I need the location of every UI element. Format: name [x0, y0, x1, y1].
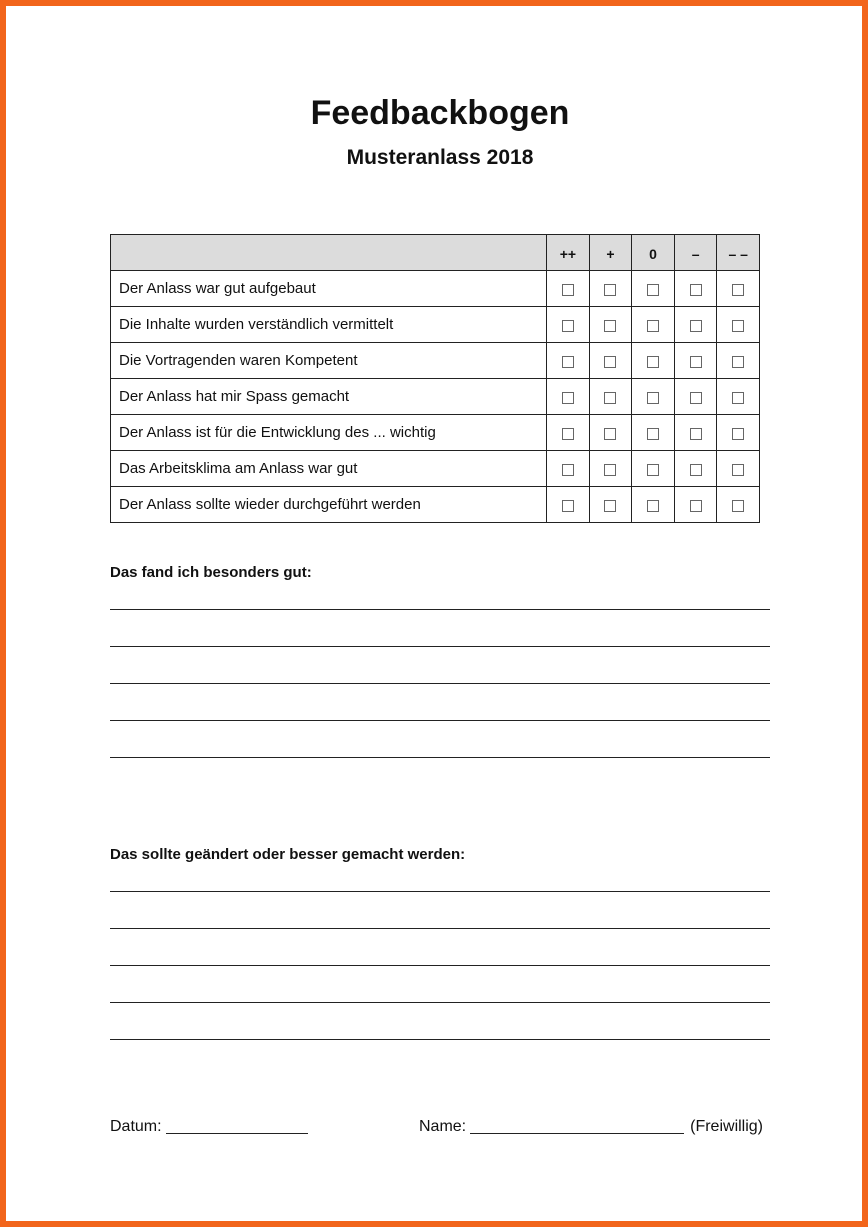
improvement-feedback-label: Das sollte geändert oder besser gemacht werden:	[110, 846, 466, 863]
empty-checkbox-icon[interactable]	[604, 428, 616, 440]
empty-checkbox-icon[interactable]	[690, 500, 702, 512]
positive-feedback-line[interactable]	[110, 609, 770, 610]
empty-checkbox-icon[interactable]	[690, 428, 702, 440]
statement-text: Das Arbeitsklima am Anlass war gut	[111, 451, 547, 487]
empty-checkbox-icon[interactable]	[732, 428, 744, 440]
empty-checkbox-icon[interactable]	[732, 392, 744, 404]
rating-row	[111, 379, 760, 415]
positive-feedback-label: Das fand ich besonders gut:	[110, 564, 312, 581]
empty-checkbox-icon[interactable]	[562, 284, 574, 296]
rating-row	[111, 271, 760, 307]
empty-checkbox-icon[interactable]	[647, 500, 659, 512]
empty-checkbox-icon[interactable]	[562, 320, 574, 332]
statement-text: Die Vortragenden waren Kompetent	[111, 343, 547, 379]
name-input-line[interactable]	[470, 1119, 684, 1134]
empty-checkbox-icon[interactable]	[647, 284, 659, 296]
scale-header-very-bad: – –	[717, 235, 760, 271]
rating-row	[111, 487, 760, 523]
empty-checkbox-icon[interactable]	[690, 284, 702, 296]
statement-text: Der Anlass ist für die Entwicklung des ... wichtig	[111, 415, 547, 451]
statement-text: Die Inhalte wurden verständlich vermittelt	[111, 307, 547, 343]
empty-checkbox-icon[interactable]	[647, 428, 659, 440]
empty-checkbox-icon[interactable]	[604, 356, 616, 368]
empty-checkbox-icon[interactable]	[604, 392, 616, 404]
optional-note: (Freiwillig)	[690, 1118, 764, 1135]
empty-checkbox-icon[interactable]	[604, 320, 616, 332]
empty-checkbox-icon[interactable]	[690, 392, 702, 404]
scale-header-bad: –	[674, 235, 717, 271]
rating-row	[111, 415, 760, 451]
empty-checkbox-icon[interactable]	[647, 464, 659, 476]
name-field	[419, 1118, 763, 1136]
positive-feedback-line[interactable]	[110, 720, 770, 721]
scale-header-neutral: 0	[632, 235, 675, 271]
date-label: Datum:	[110, 1118, 162, 1135]
improvement-feedback-line[interactable]	[110, 965, 770, 966]
statement-text: Der Anlass hat mir Spass gemacht	[111, 379, 547, 415]
empty-checkbox-icon[interactable]	[690, 464, 702, 476]
empty-checkbox-icon[interactable]	[604, 500, 616, 512]
statement-header-cell	[111, 235, 547, 271]
empty-checkbox-icon[interactable]	[647, 320, 659, 332]
rating-header-row	[111, 235, 760, 271]
empty-checkbox-icon[interactable]	[647, 356, 659, 368]
empty-checkbox-icon[interactable]	[562, 428, 574, 440]
rating-table	[110, 234, 760, 523]
date-field	[110, 1118, 308, 1136]
improvement-feedback-line[interactable]	[110, 928, 770, 929]
improvement-feedback-line[interactable]	[110, 1039, 770, 1040]
rating-row	[111, 451, 760, 487]
scale-header-good: +	[589, 235, 632, 271]
empty-checkbox-icon[interactable]	[732, 284, 744, 296]
empty-checkbox-icon[interactable]	[690, 356, 702, 368]
empty-checkbox-icon[interactable]	[690, 320, 702, 332]
positive-feedback-line[interactable]	[110, 646, 770, 647]
positive-feedback-line[interactable]	[110, 757, 770, 758]
improvement-feedback-line[interactable]	[110, 1002, 770, 1003]
empty-checkbox-icon[interactable]	[562, 500, 574, 512]
empty-checkbox-icon[interactable]	[604, 284, 616, 296]
empty-checkbox-icon[interactable]	[732, 464, 744, 476]
form-title: Feedbackbogen	[310, 94, 570, 132]
empty-checkbox-icon[interactable]	[562, 392, 574, 404]
date-input-line[interactable]	[166, 1119, 308, 1134]
form-subtitle: Musteranlass 2018	[346, 146, 534, 169]
positive-feedback-line[interactable]	[110, 683, 770, 684]
empty-checkbox-icon[interactable]	[732, 500, 744, 512]
scale-header-very-good: ++	[547, 235, 590, 271]
statement-text: Der Anlass war gut aufgebaut	[111, 271, 547, 307]
empty-checkbox-icon[interactable]	[604, 464, 616, 476]
name-label: Name:	[419, 1118, 467, 1135]
rating-row	[111, 307, 760, 343]
statement-text: Der Anlass sollte wieder durchgeführt werden	[111, 487, 547, 523]
empty-checkbox-icon[interactable]	[732, 320, 744, 332]
rating-row	[111, 343, 760, 379]
empty-checkbox-icon[interactable]	[562, 464, 574, 476]
empty-checkbox-icon[interactable]	[732, 356, 744, 368]
improvement-feedback-line[interactable]	[110, 891, 770, 892]
empty-checkbox-icon[interactable]	[647, 392, 659, 404]
empty-checkbox-icon[interactable]	[562, 356, 574, 368]
